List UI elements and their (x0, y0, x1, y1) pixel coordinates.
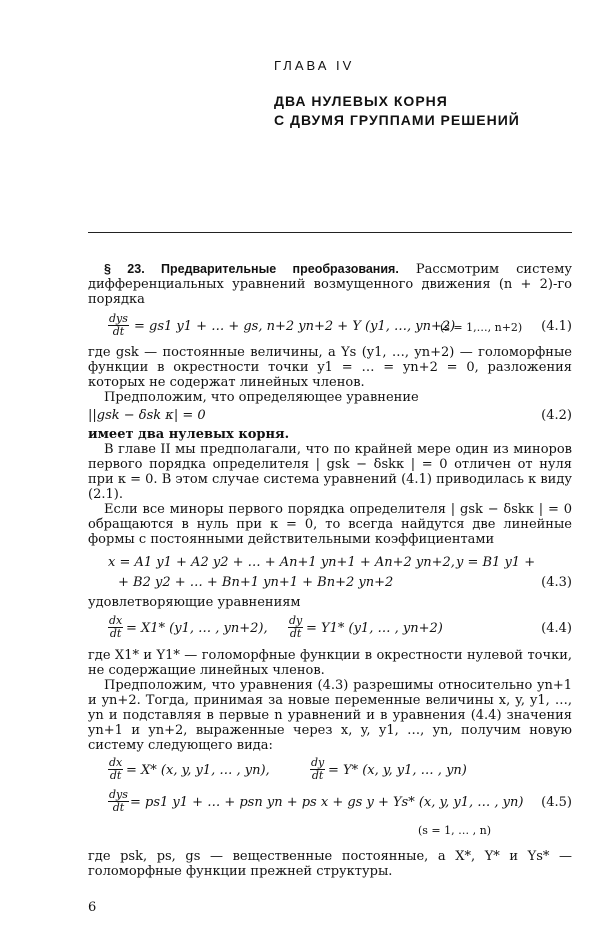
paragraph-3: Предположим, что определяющее уравнение (104, 390, 419, 405)
eq41-fraction (108, 313, 129, 338)
eq44-left-fraction (108, 615, 123, 640)
eq41-num: dys (109, 312, 128, 325)
eq45-tag: (4.5) (541, 795, 572, 810)
paragraph-8: где X1* и Y1* — голоморфные функции в окрестности нулевой точки, не содержащие линейных членов. (88, 648, 572, 678)
eq45-a-num: dx (109, 756, 123, 769)
horizontal-rule (88, 232, 572, 233)
paragraph-6: Если все миноры первого порядка определителя | gsk − δskκ | = 0 обращаются в нуль при κ = 0, то всегда найдутся две линейные формы с постоянными действительными коэффициентами (88, 502, 572, 547)
eq45-b-den: dt (311, 769, 324, 782)
eq45-condition: (s = 1, … , n) (418, 824, 492, 837)
paragraph-2: где gsk — постоянные величины, а Ys (y1, …, yn+2) — голоморфные функции в окрестности точки y1 = … = yn+2 = 0, разложения которых не содержат линейных членов. (88, 345, 572, 390)
paragraph-1 (88, 262, 572, 307)
eq42-rhs: ||gsk − δsk κ| = 0 (88, 408, 206, 423)
eq45-a-fraction (108, 757, 123, 782)
eq44-left-rhs: = X1* (y1, … , yn+2), (126, 621, 268, 636)
eq44-left-den: dt (109, 627, 122, 640)
paragraph-1-text: Рассмотрим систему дифференциальных уравнений возмущенного движения (n + 2)-го порядка (88, 262, 572, 307)
chapter-title-line-1: ДВА НУЛЕВЫХ КОРНЯ (274, 93, 448, 109)
eq45-c-rhs: = ps1 y1 + … + psn yn + ps x + gs y + Ys* (x, y, y1, … , yn) (130, 795, 524, 810)
paragraph-10: где psk, ps, gs — вещественные постоянные, а X*, Y* и Ys* — голоморфные функции прежней структуры. (88, 849, 572, 879)
eq45-c-den: dt (112, 801, 125, 814)
equation-4-4 (88, 610, 572, 648)
eq41-condition: (s = 1,…, n+2) (440, 321, 523, 334)
eq45-b-fraction (310, 757, 325, 782)
eq44-right-rhs: = Y1* (y1, … , yn+2) (306, 621, 443, 636)
eq43-line1-right: y = B1 y1 + (456, 555, 536, 570)
equation-4-1 (88, 307, 572, 345)
equation-4-3 (88, 547, 572, 595)
eq44-tag: (4.4) (541, 621, 572, 636)
eq45-b-rhs: = Y* (x, y, y1, … , yn) (328, 763, 467, 778)
eq41-rhs: = gs1 y1 + … + gs, n+2 yn+2 + Y (y1, …, yn+2) (134, 319, 456, 334)
equation-4-5 (88, 753, 572, 849)
eq42-tag: (4.2) (541, 408, 572, 423)
eq44-right-fraction (288, 615, 303, 640)
eq41-tag: (4.1) (541, 319, 572, 334)
eq45-c-fraction (108, 789, 129, 814)
eq43-tag: (4.3) (541, 575, 572, 590)
equation-4-2 (88, 405, 572, 427)
eq44-left-num: dx (109, 614, 123, 627)
eq45-a-den: dt (109, 769, 122, 782)
eq43-line1-left: x = A1 y1 + A2 y2 + … + An+1 yn+1 + An+2 yn+2, (108, 555, 455, 570)
paragraph-4: имеет два нулевых корня. (88, 427, 290, 442)
paragraph-7: удовлетворяющие уравнениям (88, 595, 301, 610)
chapter-title (274, 92, 520, 130)
chapter-title-line-2: С ДВУМЯ ГРУППАМИ РЕШЕНИЙ (274, 112, 520, 128)
paragraph-9: Предположим, что уравнения (4.3) разрешимы относительно yn+1 и yn+2. Тогда, принимая за новые переменные величины x, y, y1, …, yn и подставляя в первые n уравнений и в уравнения (4.4) значения yn+1 и yn+2, выраженные через x, y, y1, …, yn, получим новую систему следующего вида: (88, 678, 572, 753)
eq45-a-rhs: = X* (x, y, y1, … , yn), (126, 763, 270, 778)
section-heading: § 23. Предварительные преобразования. (104, 262, 399, 276)
page-number: 6 (88, 900, 97, 915)
paragraph-5: В главе II мы предполагали, что по крайней мере один из миноров первого порядка определителя | gsk − δskκ | = 0 отличен от нуля при κ = 0. В этом случае система уравнений (4.1) приводилась к виду (2.1). (88, 442, 572, 502)
eq44-right-den: dt (289, 627, 302, 640)
eq41-den: dt (112, 325, 125, 338)
chapter-label: ГЛАВА IV (274, 58, 355, 73)
eq44-right-num: dy (289, 614, 303, 627)
section-body (88, 262, 572, 879)
eq45-b-num: dy (311, 756, 325, 769)
eq45-c-num: dys (109, 788, 128, 801)
eq43-line2: + B2 y2 + … + Bn+1 yn+1 + Bn+2 yn+2 (118, 575, 394, 590)
